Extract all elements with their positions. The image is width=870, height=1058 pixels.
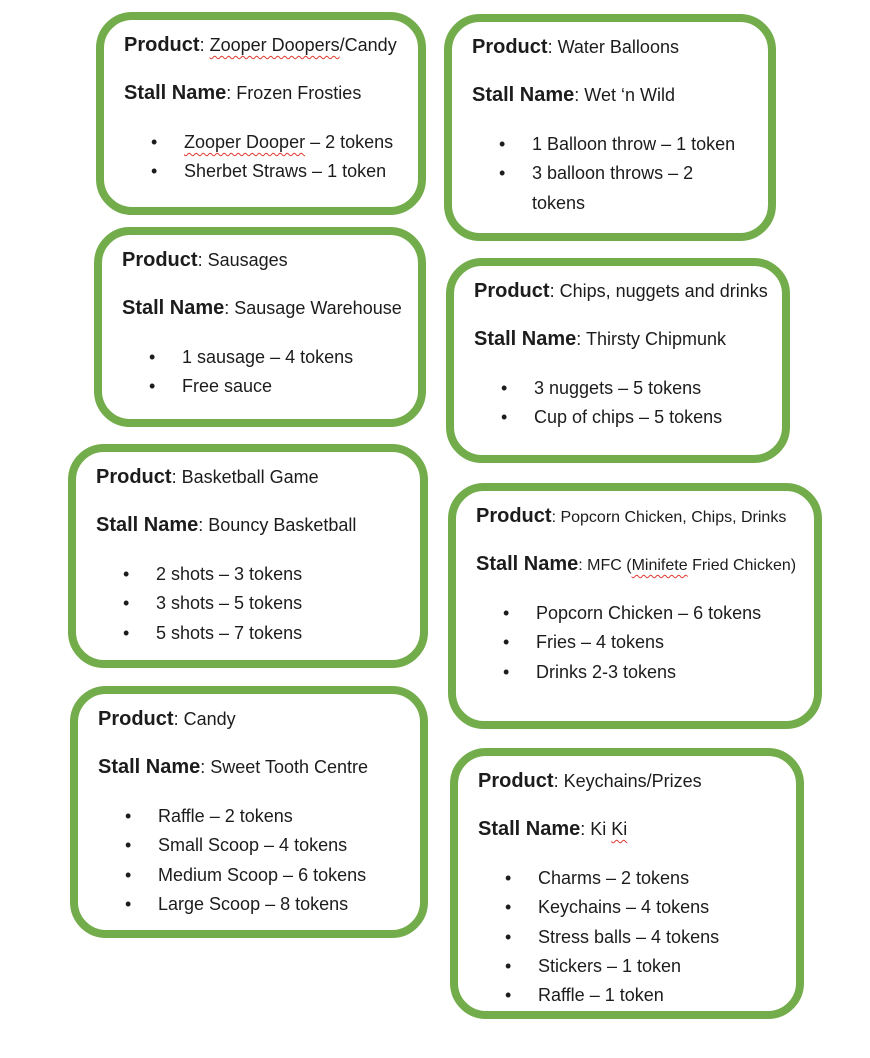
stall-name-line — [474, 326, 768, 353]
stall-name-value: Sausage Warehouse — [234, 298, 402, 318]
price-list — [476, 599, 800, 687]
stall-name-value: Bouncy Basketball — [208, 515, 357, 535]
label-colon: : — [553, 771, 564, 791]
price-item-text: 3 shots – 5 tokens — [156, 593, 303, 614]
price-item — [123, 560, 406, 589]
price-item-text: Fries – 4 tokens — [536, 632, 665, 653]
price-item-text: Stress balls – 4 tokens — [538, 926, 720, 947]
product-value: Sausages — [207, 250, 288, 270]
stall-name-label: Stall Name — [478, 818, 581, 840]
label-colon: : — [198, 515, 209, 535]
stall-name-value-part: Ki — [611, 819, 628, 839]
price-item-text: Cup of chips – 5 tokens — [534, 407, 723, 428]
price-item — [503, 599, 800, 628]
stall-name-label: Stall Name — [96, 514, 199, 536]
label-colon: : — [578, 557, 588, 574]
price-item — [123, 619, 406, 648]
price-item-part: Zooper Dooper — [184, 132, 306, 152]
stall-card-thirsty-chipmunk — [446, 258, 790, 463]
stall-name-line — [98, 754, 406, 781]
price-list — [122, 343, 404, 402]
price-item-text: Popcorn Chicken – 6 tokens — [536, 603, 762, 623]
product-line — [476, 503, 800, 530]
stall-card-bouncy-basketball — [68, 444, 428, 668]
price-item — [505, 952, 782, 981]
price-list — [478, 864, 782, 1011]
price-list — [472, 130, 754, 218]
label-colon: : — [199, 35, 210, 55]
stall-name-label: Stall Name — [472, 84, 575, 106]
product-label: Product — [472, 36, 548, 58]
stall-name-label: Stall Name — [122, 297, 225, 319]
price-list — [474, 374, 768, 433]
stall-name-label: Stall Name — [474, 328, 577, 350]
price-list — [96, 560, 406, 648]
price-item — [505, 893, 782, 922]
product-line — [472, 34, 754, 61]
price-item — [499, 159, 710, 218]
product-label: Product — [474, 280, 550, 302]
price-item — [125, 802, 406, 831]
price-item-text: Free sauce — [182, 376, 273, 397]
price-item-text: 3 balloon throws – 2 tokens — [532, 163, 694, 213]
stall-name-label: Stall Name — [98, 756, 201, 778]
price-item-text: Drinks 2-3 tokens — [536, 661, 677, 682]
stall-name-value: Frozen Frosties — [236, 83, 362, 103]
label-colon: : — [576, 329, 586, 349]
price-item-text: Large Scoop – 8 tokens — [158, 893, 349, 914]
label-colon: : — [171, 467, 182, 487]
price-item — [501, 374, 768, 403]
stall-card-ki-ki — [450, 748, 804, 1019]
price-item — [505, 864, 782, 893]
price-item — [499, 130, 754, 159]
product-value: Keychains/Prizes — [563, 771, 702, 791]
price-item-text: 1 sausage – 4 tokens — [182, 347, 354, 367]
stall-name-line — [472, 82, 754, 109]
product-label: Product — [124, 34, 200, 56]
price-list — [98, 802, 406, 919]
label-colon: : — [574, 85, 585, 105]
label-colon: : — [580, 819, 591, 839]
price-item-text: 2 shots – 3 tokens — [156, 564, 303, 584]
product-value: Candy — [183, 709, 236, 729]
label-colon: : — [549, 281, 560, 301]
product-line — [478, 768, 782, 795]
product-value: Popcorn Chicken, Chips, Drinks — [560, 509, 787, 526]
product-line — [124, 32, 404, 59]
price-item-text: Raffle – 1 token — [538, 985, 664, 1006]
product-value-part: Zooper Doopers — [209, 35, 340, 55]
product-label: Product — [98, 708, 174, 730]
label-colon: : — [224, 298, 235, 318]
product-label: Product — [96, 466, 172, 488]
price-item — [125, 831, 406, 860]
price-item — [151, 128, 404, 157]
price-list — [124, 128, 404, 187]
price-item — [149, 343, 404, 372]
price-item — [125, 861, 406, 890]
stall-card-frozen-frosties — [96, 12, 426, 215]
price-item-part: – 2 tokens — [305, 132, 394, 152]
stall-name-value-part: Minifete — [631, 557, 688, 574]
label-colon: : — [226, 83, 237, 103]
price-item-text: Stickers – 1 token — [538, 955, 682, 976]
stall-name-line — [124, 80, 404, 107]
price-item-text: 1 Balloon throw – 1 token — [532, 134, 736, 154]
product-value-part: /Candy — [339, 35, 397, 55]
label-colon: : — [547, 37, 558, 57]
stall-name-value-part: Ki — [590, 819, 612, 839]
price-item — [503, 628, 800, 657]
price-item-text: Small Scoop – 4 tokens — [158, 835, 348, 856]
price-item-text: Medium Scoop – 6 tokens — [158, 864, 367, 885]
stall-card-wet-n-wild — [444, 14, 776, 241]
price-item — [505, 923, 782, 952]
label-colon: : — [173, 709, 184, 729]
price-item-text: 5 shots – 7 tokens — [156, 622, 303, 643]
price-item-text: Keychains – 4 tokens — [538, 897, 710, 918]
product-line — [474, 278, 768, 305]
price-item — [505, 981, 782, 1010]
product-label: Product — [478, 770, 554, 792]
stall-name-line — [478, 816, 782, 843]
product-value: Water Balloons — [557, 37, 679, 57]
stall-name-value: Thirsty Chipmunk — [585, 329, 726, 349]
product-label: Product — [476, 505, 552, 527]
product-label: Product — [122, 249, 198, 271]
product-line — [96, 464, 406, 491]
stall-name-line — [476, 551, 800, 578]
stall-name-value-part: MFC ( — [587, 557, 632, 574]
stall-name-line — [122, 295, 404, 322]
price-item — [503, 658, 800, 687]
label-colon: : — [551, 509, 561, 526]
price-item-text: Charms – 2 tokens — [538, 868, 690, 888]
label-colon: : — [200, 757, 211, 777]
product-line — [122, 247, 404, 274]
stall-name-value: Sweet Tooth Centre — [210, 757, 369, 777]
stall-name-label: Stall Name — [124, 82, 227, 104]
label-colon: : — [197, 250, 208, 270]
stall-card-sausage-warehouse — [94, 227, 426, 427]
price-item-text: Sherbet Straws – 1 token — [184, 161, 387, 182]
price-item — [151, 157, 404, 186]
price-item — [501, 403, 768, 432]
stall-name-line — [96, 512, 406, 539]
product-line — [98, 706, 406, 733]
product-value: Chips, nuggets and drinks — [559, 281, 768, 301]
stall-name-value-part: Fried Chicken) — [687, 557, 797, 574]
stall-card-sweet-tooth-centre — [70, 686, 428, 938]
product-value: Basketball Game — [181, 467, 319, 487]
stall-card-mfc — [448, 483, 822, 729]
price-item-text: Raffle – 2 tokens — [158, 806, 293, 826]
price-item — [123, 589, 406, 618]
stall-name-value: Wet ‘n Wild — [584, 85, 675, 105]
price-item — [125, 890, 406, 919]
price-item-text: 3 nuggets – 5 tokens — [534, 378, 702, 398]
stall-name-label: Stall Name — [476, 553, 579, 575]
price-item — [149, 372, 404, 401]
